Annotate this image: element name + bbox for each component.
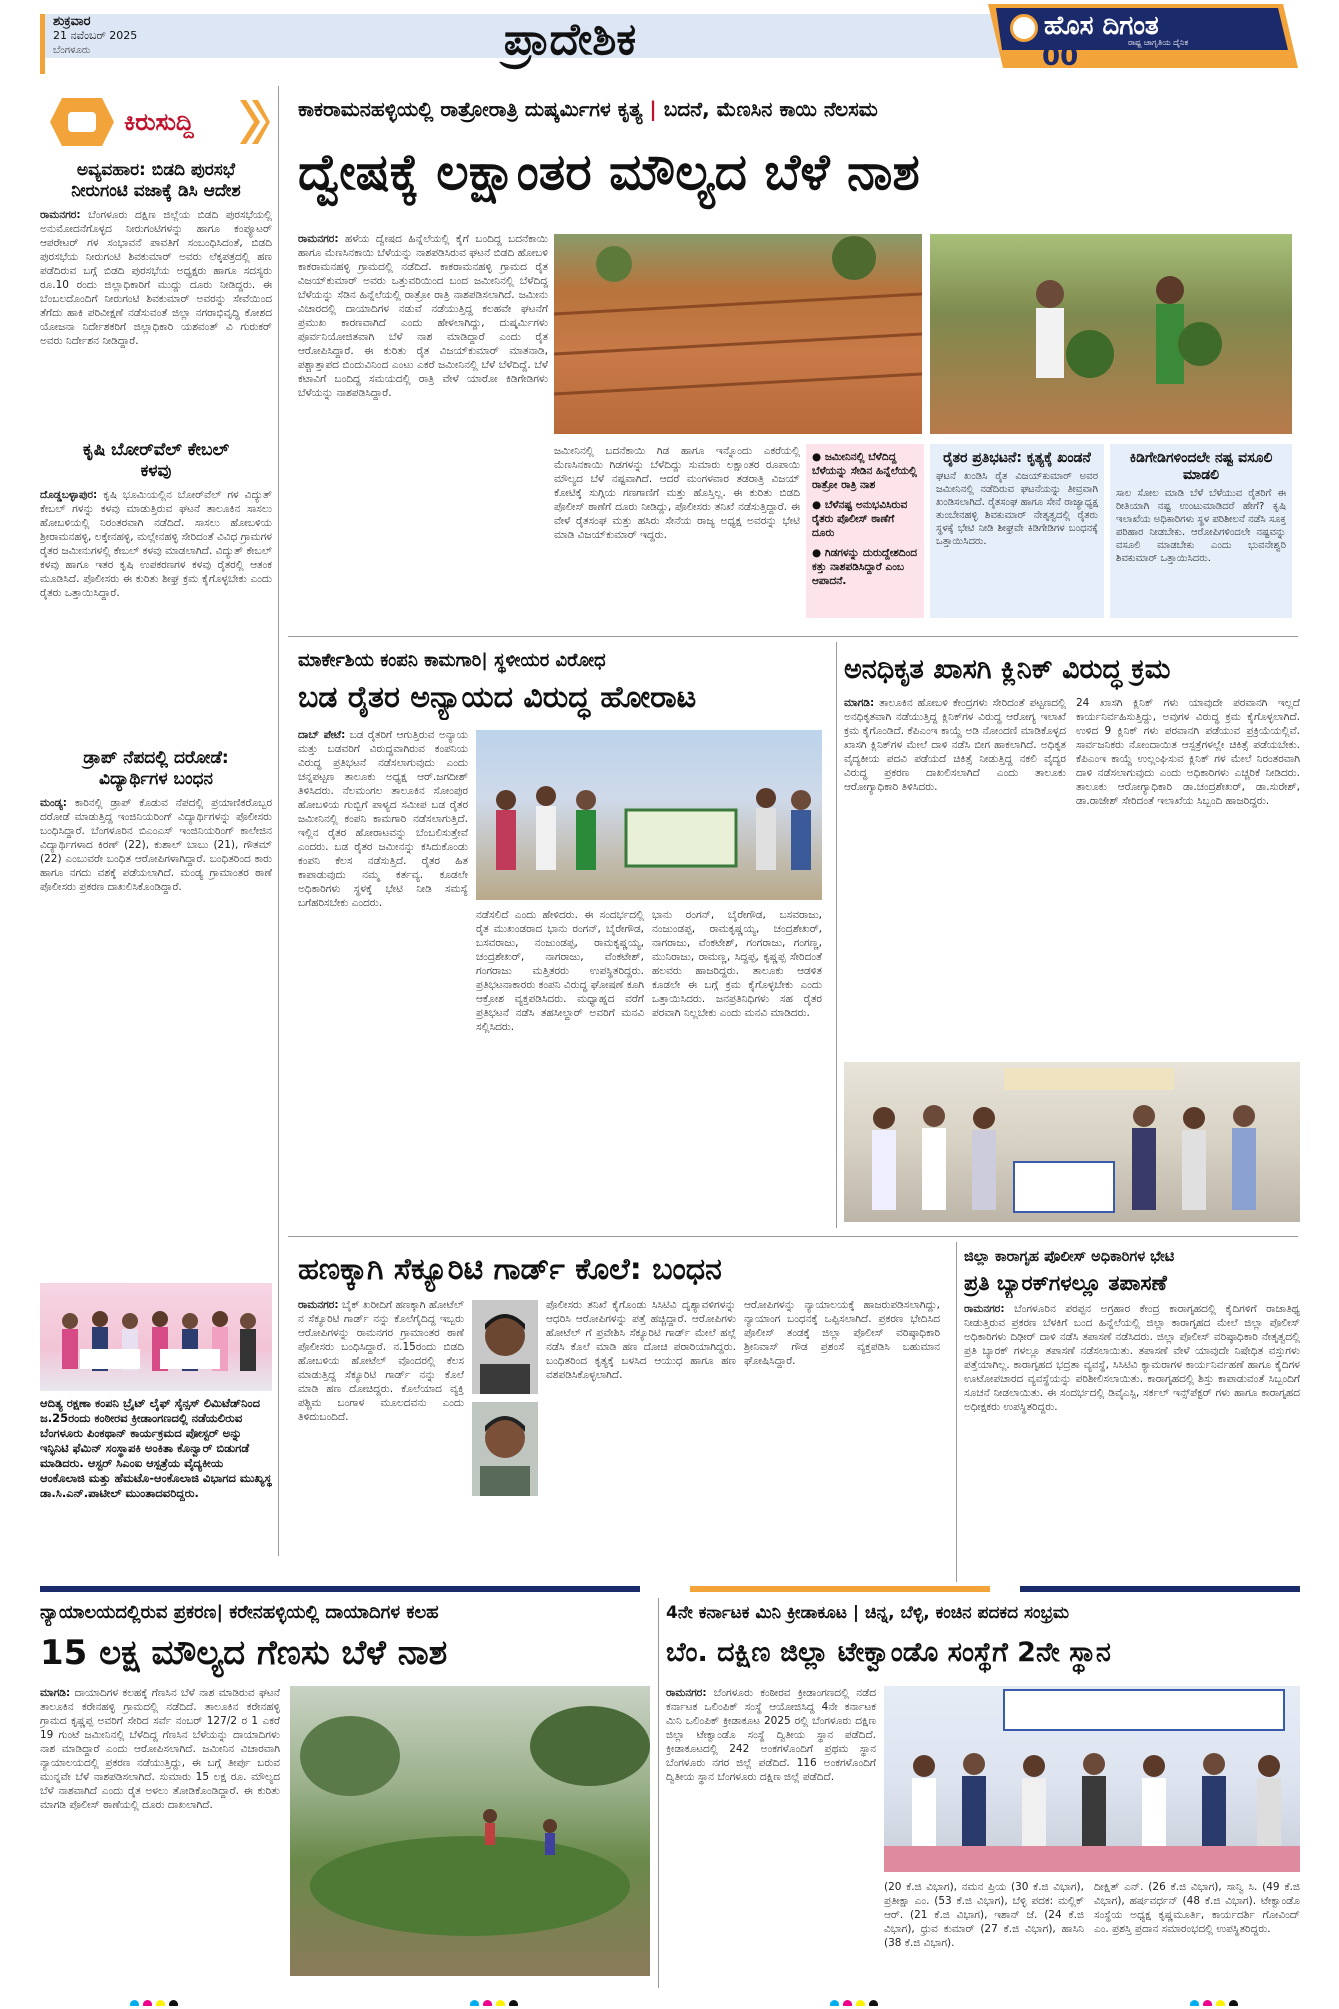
lead-body-1: ಹಳೆಯ ದ್ವೇಷದ ಹಿನ್ನೆಲೆಯಲ್ಲಿ ಕೈಗೆ ಬಂದಿದ್ದ ಬದನೆಕಾಯಿ ಹಾಗೂ ಮೆಣಸಿನಕಾಯಿ ಬೆಳೆಯನ್ನು ನಾಶಪಡಿಸಿರುವ ಘಟನೆ ಬಿಡದಿ ಹೋಬಳಿ ಕಾಕರಾಮನಹಳ್ಳಿ ಗ್ರಾಮದಲ್ಲಿ ನಡೆದಿದೆ. ಕಾಕರಾಮನಹಳ್ಳಿ ಗ್ರಾಮದ ರೈತ ವಿಜಯ್‌ಕುಮಾರ್ ಅವರು ಒತ್ತುವರಿಯಿಂದ ಬಂದ ಜಮೀನಿನಲ್ಲಿ ಬೆಳೆದಿದ್ದ ಬೆಳೆಯನ್ನು ಸೆಡಿನ ಹಿನ್ನೆಲೆಯಲ್ಲಿ ರಾತ್ರೋ ರಾತ್ರಿ ನಾಶಪಡಿಸಲಾಗಿದೆ. ಜಮೀನು ವಿಚಾರದಲ್ಲಿ ದಾಯಾದಿಗಳ ನಡುವೆ ನಡೆಯುತ್ತಿದ್ದ ಕಲಹವೇ ಘಟನೆಗೆ ಪ್ರಮುಖ ಕಾರಣವಾಗಿದೆ ಎಂದು ಹೇಳಲಾಗಿದ್ದು, ದುಷ್ಕರ್ಮಿಗಳು ಪೂರ್ವನಿಯೋಜಿತವಾಗಿ ಬೆಳೆ ನಾಶ ಮಾಡಿದ್ದಾರೆ ಎಂದು ರೈತ ಆರೋಪಿಸಿದ್ದಾರೆ. ಈ ಕುರಿತು ರೈತ ವಿಜಯ್‌ಕುಮಾರ್ ಮಾತನಾಡಿ, ಪಶ್ಚಾತ್ತಾಪದ ಬಿಂದುವಿನಿಂದ ಎಂಟು ಎಕರೆ ಜಮೀನಿನಲ್ಲಿ ಬೆಳೆ ಬೆಳೆದಿದ್ದೆ. ಬೆಳೆ ಕಟಾವಿಗೆ ಬಂದಿದ್ದ ಸಮಯದಲ್ಲಿ ರಾತ್ರಿ ವೇಳೆ ಯಾರೋ ಕಿಡಿಗೇಡಿಗಳು ಬೆಳೆಯನ್ನು ನಾಶಪಡಿಸಿದ್ದಾರೆ. bbox=[298, 233, 548, 399]
jail-kicker: ಜಿಲ್ಲಾ ಕಾರಾಗೃಹ ಪೊಲೀಸ್ ಅಧಿಕಾರಿಗಳ ಭೇಟಿ bbox=[964, 1249, 1175, 1265]
taekwondo-body-1: ಬೆಂಗಳೂರು ಕಂಠೀರವ ಕ್ರೀಡಾಂಗಣದಲ್ಲಿ ನಡೆದ ಕರ್ನಾಟಕ ಒಲಿಂಪಿಕ್ ಸಂಸ್ಥೆ ಆಯೋಜಿಸಿದ್ದ 4ನೇ ಕರ್ನಾಟಕ ಮಿನಿ ಒಲಿಂಪಿಕ್ ಕ್ರೀಡಾಕೂಟ 2025 ರಲ್ಲಿ ಬೆಂಗಳೂರು ದಕ್ಷಿಣ ಜಿಲ್ಲಾ ಟೇಕ್ವಾಂಡೊ ಸಂಸ್ಥೆ ದ್ವಿತೀಯ ಸ್ಥಾನ ಪಡೆದಿದೆ. ಕ್ರೀಡಾಕೂಟದಲ್ಲಿ 242 ಅಂಕಗಳೊಂದಿಗೆ ಪ್ರಥಮ ಸ್ಥಾನ ಬೆಂಗಳೂರು ನಗರ ಜಿಲ್ಲೆ ಪಡೆದಿದೆ. 116 ಅಂಕಗಳೊಂದಿಗೆ ದ್ವಿತೀಯ ಸ್ಥಾನ ಬೆಂಗಳೂರು ದಕ್ಷಿಣ ಜಿಲ್ಲೆ ಪಡೆದಿದೆ. bbox=[666, 1687, 876, 1783]
crop-body-text: ದಾಯಾದಿಗಳ ಕಲಹಕ್ಕೆ ಗೆಣಸಿನ ಬೆಳೆ ನಾಶ ಮಾಡಿರುವ ಘಟನೆ ತಾಲೂಕಿನ ಕರೇನಹಳ್ಳಿ ಗ್ರಾಮದಲ್ಲಿ ನಡೆದಿದೆ. ತಾಲೂಕಿನ ಕರೇನಹಳ್ಳಿ ಗ್ರಾಮದ ಕೃಷ್ಣಪ್ಪ ಅವರಿಗೆ ಸೇರಿದ ಸರ್ವೆ ನಂಬರ್ 127/2 ರ 1 ಎಕರೆ 19 ಗುಂಟೆ ಜಮೀನಿನಲ್ಲಿ ಬೆಳೆದಿದ್ದ ಗೆಣಸಿನ ಬೆಳೆಯನ್ನು ದಾಯಾದಿಗಳು ನಾಶ ಮಾಡಿದ್ದಾರೆ ಎಂದು ಆರೋಪಿಸಲಾಗಿದೆ. ಜಮೀನಿನ ವಿಚಾರವಾಗಿ ನ್ಯಾಯಾಲಯದಲ್ಲಿ ಪ್ರಕರಣ ನಡೆಯುತ್ತಿದ್ದು, ಈ ಬಗ್ಗೆ ತೀರ್ಪು ಬರುವ ಮುನ್ನವೇ ಬೆಳೆ ನಾಶಪಡಿಸಲಾಗಿದೆ. ಸುಮಾರು 15 ಲಕ್ಷ ರೂ. ಮೌಲ್ಯದ ಬೆಳೆ ನಾಶವಾಗಿದೆ ಎಂದು ರೈತ ಅಳಲು ತೋಡಿಕೊಂಡಿದ್ದಾರೆ. ಈ ಕುರಿತು ಮಾಗಡಿ ಪೊಲೀಸ್ ಠಾಣೆಯಲ್ಲಿ ದೂರು ದಾಖಲಾಗಿದೆ. bbox=[40, 1687, 280, 1811]
brief-item-1 bbox=[40, 160, 272, 440]
brief-1-headline: ಅವ್ಯವಹಾರ: ಬಿಡದಿ ಪುರಸಭೆ ನೀರುಗಂಟಿ ವಜಾಕ್ಕೆ ಡಿಸಿ ಆದೇಶ bbox=[71, 160, 241, 201]
taekwondo-body-2: (20 ಕೆ.ಜಿ ವಿಭಾಗ), ನಮನ ಪ್ರಿಯ (30 ಕೆ.ಜಿ ವಿಭಾಗ), ಪ್ರತೀಕ್ಷಾ ಎಂ. (53 ಕೆ.ಜಿ ವಿಭಾಗ), ಬೆಳ್ಳಿ ಪದಕ: ಮಲ್ಲಿಕ್ ಆರ್. (21 ಕೆ.ಜಿ ವಿಭಾಗ), ಇಶಾನ್ ಜೆ. (24 ಕೆ.ಜಿ ವಿಭಾಗ), ಧ್ರುವ ಕುಮಾರ್ (27 ಕೆ.ಜಿ ವಿಭಾಗ), ಹಾಸಿನಿ (38 ಕೆ.ಜಿ ವಿಭಾಗ). bbox=[884, 1881, 1084, 1949]
cmyk-dots-2 bbox=[470, 1994, 522, 2006]
brief-2-place: ದೊಡ್ಡಬಳ್ಳಾಪುರ: bbox=[40, 489, 98, 501]
crop-kicker: ನ್ಯಾಯಾಲಯದಲ್ಲಿರುವ ಪ್ರಕರಣ| ಕರೇನಹಳ್ಳಿಯಲ್ಲಿ ದಾಯಾದಿಗಳ ಕಲಹ bbox=[40, 1602, 439, 1623]
mid-vertical-rule bbox=[836, 642, 837, 1228]
protest-place: ದಾಬ್ ಪೇಟೆ: bbox=[298, 729, 346, 741]
taekwondo-body-col3 bbox=[1094, 1880, 1300, 1984]
lead-kicker-2: ಬದನೆ, ಮೆಣಸಿನ ಕಾಯಿ ನೆಲಸಮ bbox=[663, 97, 878, 121]
lead-photo-field bbox=[554, 234, 922, 434]
lead-body-col2 bbox=[554, 444, 800, 618]
lead-kicker-1: ಕಾಕರಾಮನಹಳ್ಳಿಯಲ್ಲಿ ರಾತ್ರೋರಾತ್ರಿ ದುಷ್ಕರ್ಮಿಗಳ ಕೃತ್ಯ bbox=[298, 97, 643, 121]
farmers-figures bbox=[930, 234, 1292, 434]
brief-3-body bbox=[40, 796, 272, 894]
clinic-photo bbox=[844, 1062, 1300, 1222]
lead-kicker: ಕಾಕರಾಮನಹಳ್ಳಿಯಲ್ಲಿ ರಾತ್ರೋರಾತ್ರಿ ದುಷ್ಕರ್ಮಿಗಳ ಕೃತ್ಯ | ಬದನೆ, ಮೆಣಸಿನ ಕಾಯಿ ನೆಲಸಮ bbox=[298, 97, 878, 121]
crop-place: ಮಾಗಡಿ: bbox=[40, 1687, 71, 1699]
lead-place: ರಾಮನಗರ: bbox=[298, 233, 339, 245]
lead-headline: ದ್ವೇಷಕ್ಕೆ ಲಕ್ಷಾಂತರ ಮೌಲ್ಯದ ಬೆಳೆ ನಾಶ bbox=[298, 143, 920, 201]
middle-horizontal-rule bbox=[288, 1236, 1298, 1237]
people-group bbox=[50, 1303, 260, 1383]
field-rows bbox=[554, 234, 922, 434]
brief-1-body bbox=[40, 208, 272, 348]
clinic-body-col2 bbox=[1076, 696, 1300, 996]
masthead-date: 21 ನವೆಂಬರ್ 2025 bbox=[53, 29, 138, 42]
lead-body-2: ಜಮೀನಿನಲ್ಲಿ ಬದನೆಕಾಯಿ ಗಿಡ ಹಾಗೂ ಇನ್ನೊಂದು ಎಕರೆಯಲ್ಲಿ ಮೆಣಸಿನಕಾಯಿ ಗಿಡಗಳನ್ನು ಬೆಳೆದಿದ್ದು ಸುಮಾರು ಲಕ್ಷಾಂತರ ರೂಪಾಯಿ ಮೌಲ್ಯದ ಬೆಳೆ ನಷ್ಟವಾಗಿದೆ. ಆದರೆ ಮಂಗಳವಾರ ತಡರಾತ್ರಿ ವಿಜಯ್ ಕೋಟಿಕ್ಕೆ ಸುಗ್ಗಿಯ ಗಣಗಾಣಿಗೆ ಮತ್ತು ಹೊಸ್ತಿಲ್ಲ. ಈ ಕುರಿತು ಬಿಡದಿ ಪೊಲೀಸ್ ಠಾಣೆಗೆ ದೂರು ನೀಡಿದ್ದು, ಪೊಲೀಸರು ತನಿಖೆ ನಡೆಸುತ್ತಿದ್ದಾರೆ. ಈ ವೇಳೆ ರೈತಸಂಘ ಮತ್ತು ಹಸಿರು ಸೇನೆಯ ರಾಜ್ಯ ಅಧ್ಯಕ್ಷ ಅವರನ್ನು ಭೇಟಿ ಮಾಡಿ ವಿಜಯ್‌ಕುಮಾರ್ ಇದ್ದರು. bbox=[554, 445, 800, 541]
lead-bullets-box bbox=[806, 444, 924, 618]
taekwondo-body-col1 bbox=[666, 1686, 876, 1986]
brief-1-text: ಬೆಂಗಳೂರು ದಕ್ಷಿಣ ಜಿಲ್ಲೆಯ ಬಿಡದಿ ಪುರಸಭೆಯಲ್ಲಿ ಅನುಮೋದನೆಗೊಳ್ಳದ ನೀರುಗಂಟಿಗಳನ್ನು ಹಾಗೂ ಕಂಪ್ಯೂಟರ್ ಆಪರೇಟರ್ ಗಳ ಸಂಭಾವನೆ ಪಾವತಿಗೆ ಸಂಬಂಧಿಸಿದಂತೆ, ಬಿಡದಿ ಪುರಸಭೆಯ ನೀರುಗಂಟಿ ಶಿವಕುಮಾರ್ ಅವರು ಲೆಕ್ಕಪತ್ರದಲ್ಲಿ ಹಣ ಪಡೆದಿರುವ ಬಗ್ಗೆ ಬಿಡದಿ ಪುರಸಭೆಯ ಅಧ್ಯಕ್ಷರು ಹಾಗೂ ಸದಸ್ಯರು ರೂ.10 ರಂದು ಜಿಲ್ಲಾಧಿಕಾರಿಗೆ ಮುದ್ದು ದೂರು ನೀಡಿದ್ದರು. ಈ ಬೆಂಬಲದೊಂದಿಗೆ ನೀರುಗಂಟಿ ಶಿವಕುಮಾರ್ ಅವರನ್ನು ಸೇವೆಯಿಂದ ತೆಗೆದು ಹಾಕಿ ಪರಿವೀಕ್ಷಣೆ ನಡೆಸುವಂತೆ ಜಿಲ್ಲಾ ನಗರಾಭಿವೃದ್ಧಿ ಕೋಶದ ಯೋಜನಾ ನಿರ್ದೇಶಕರಿಗೆ ಜಿಲ್ಲಾಧಿಕಾರಿ ಯಶವಂತ್ ವಿ ಗುರುಕರ್ ಅವರು ನಿರ್ದೇಶನ ನೀಡಿದ್ದಾರೆ. bbox=[40, 209, 272, 347]
taekwondo-place: ರಾಮನಗರ: bbox=[666, 1687, 707, 1699]
taekwondo-group bbox=[884, 1686, 1300, 1872]
lead-body-col1 bbox=[298, 232, 548, 618]
jail-place: ರಾಮನಗರ: bbox=[964, 1303, 1005, 1315]
protest-kicker: ಮಾರ್ಕೇಶಿಯ ಕಂಪನಿ ಕಾಮಗಾರಿ| ಸ್ಥಳೀಯರ ವಿರೋಧ bbox=[298, 650, 606, 671]
taekwondo-body-3: ದೀಕ್ಷಿತ್ ಎನ್. (26 ಕೆ.ಜಿ ವಿಭಾಗ), ಸಾನ್ವಿ ಸಿ. (49 ಕೆ.ಜಿ ವಿಭಾಗ), ಹರ್ಷವರ್ಧನ್ (48 ಕೆ.ಜಿ ವಿಭಾಗ). ಟೇಕ್ವಾಂಡೊ ಸಂಸ್ಥೆಯ ಅಧ್ಯಕ್ಷ ಕೃಷ್ಣಮೂರ್ತಿ, ಕಾರ್ಯದರ್ಶಿ ಗೋವಿಂದ್ ಎಂ. ಪ್ರಶಸ್ತಿ ಪ್ರದಾನ ಸಮಾರಂಭದಲ್ಲಿ ಉಪಸ್ಥಿತರಿದ್ದರು. bbox=[1094, 1881, 1300, 1935]
clinic-headline: ಅನಧಿಕೃತ ಖಾಸಗಿ ಕ್ಲಿನಿಕ್ ವಿರುದ್ಧ ಕ್ರಮ bbox=[844, 654, 1171, 685]
taekwondo-headline: ಬೆಂ. ದಕ್ಷಿಣ ಜಿಲ್ಲಾ ಟೇಕ್ವಾಂಡೊ ಸಂಸ್ಥೆಗೆ 2ನೇ ಸ್ಥಾನ bbox=[666, 1637, 1111, 1668]
brief-2-text: ಕೃಷಿ ಭೂಮಿಯಲ್ಲಿನ ಬೋರ್‌ವೆಲ್ ಗಳ ವಿದ್ಯುತ್ ಕೇಬಲ್ ಗಳನ್ನು ಕಳವು ಮಾಡುತ್ತಿರುವ ಘಟನೆ ತಾಲೂಕಿನ ಸಾಸಲು ಹೋಬಳಿಯಲ್ಲಿ ನಿರಂತರವಾಗಿ ನಡೆದಿದೆ. ಸಾಸಲು ಹೋಬಳಿಯ ಶ್ರೀರಾಮನಹಳ್ಳಿ, ಲಕ್ಕೇನಹಳ್ಳಿ, ಮಲ್ಲೇನಹಳ್ಳಿ ಸೇರಿದಂತೆ ವಿವಿಧ ಗ್ರಾಮಗಳ ರೈತರ ಜಮೀನುಗಳಲ್ಲಿ ಕೇಬಲ್ ಕಳವು ಮಾಡಲಾಗಿದೆ. ವಿದ್ಯುತ್ ಕೇಬಲ್ ಕಳವು ಹಾಗೂ ಇತರ ಕೃಷಿ ಉಪಕರಣಗಳ ಕಳವು ರೈತರಲ್ಲಿ ಆತಂಕ ಮೂಡಿಸಿದೆ. ಪೊಲೀಸರು ಈ ಕುರಿತು ಶೀಘ್ರ ಕ್ರಮ ಕೈಗೊಳ್ಳಬೇಕು ಎಂದು ರೈತರು ಒತ್ತಾಯಿಸಿದ್ದಾರೆ. bbox=[40, 489, 272, 599]
guard-body-2: ಪೊಲೀಸರು ತನಿಖೆ ಕೈಗೊಂಡು ಸಿಸಿಟಿವಿ ದೃಶ್ಯಾವಳಿಗಳನ್ನು ಆಧರಿಸಿ ಆರೋಪಿಗಳನ್ನು ಪತ್ತೆ ಹಚ್ಚಿದ್ದಾರೆ. ಆರೋಪಿಗಳು ಹೋಟೆಲ್ ಗೆ ಪ್ರವೇಶಿಸಿ ಸೆಕ್ಯೂರಿಟಿ ಗಾರ್ಡ್ ಮೇಲೆ ಹಲ್ಲೆ ನಡೆಸಿ ಕೊಲೆ ಮಾಡಿ ಹಣ ದೋಚಿ ಪರಾರಿಯಾಗಿದ್ದರು. ಬಂಧಿತರಿಂದ ಕೃತ್ಯಕ್ಕೆ ಬಳಸಿದ ಆಯುಧ ಹಾಗೂ ಹಣ ವಶಪಡಿಸಿಕೊಳ್ಳಲಾಗಿದೆ. bbox=[546, 1299, 736, 1381]
clinic-body-col1 bbox=[844, 696, 1066, 996]
jail-body bbox=[964, 1302, 1300, 1576]
navy-bar-2 bbox=[1020, 1586, 1300, 1592]
cmyk-dots-1 bbox=[130, 1994, 182, 2006]
bottom-vertical-rule bbox=[658, 1598, 659, 1988]
brief-2-body bbox=[40, 488, 272, 600]
brief-1-place: ರಾಮನಗರ: bbox=[40, 209, 81, 221]
lead-bottom-rule bbox=[288, 636, 1298, 637]
section-title: ಪ್ರಾದೇಶಿಕ bbox=[503, 14, 637, 65]
guard-jail-rule bbox=[956, 1242, 957, 1582]
accused-1-face bbox=[472, 1300, 538, 1394]
lead-bullet-2-text: ಬೆಳೆನಷ್ಟ ಅನುಭವಿಸಿರುವ ರೈತರು ಪೊಲೀಸ್ ಠಾಣೆಗೆ ದೂರು bbox=[812, 499, 908, 539]
lead-box-recovery bbox=[1110, 444, 1292, 618]
crop-photo bbox=[290, 1686, 650, 1976]
jail-story bbox=[964, 1242, 1300, 1582]
protest-body-1: ಬಡ ರೈತರಿಗೆ ಆಗುತ್ತಿರುವ ಅನ್ಯಾಯ ಮತ್ತು ಬಡವರಿಗೆ ವಿರುದ್ಧವಾಗಿರುವ ಕಂಪನಿಯ ವಿರುದ್ಧ ಪ್ರತಿಭಟನೆ ನಡೆಸಲಾಗುವುದು ಎಂದು ಚನ್ನಪಟ್ಟಣ ತಾಲೂಕು ಅಧ್ಯಕ್ಷ ಆರ್.ಜಗದೀಶ್ ತಿಳಿಸಿದರು. ನೆಲಮಂಗಲ ತಾಲೂಕಿನ ಸೋಂಪುರ ಹೋಬಳಿಯ ಗುಬ್ಬಿಗೆ ಪಾಳ್ಯದ ಸಮೀಪ ಬಡ ರೈತರ ಜಮೀನಿನಲ್ಲಿ ಕಂಪನಿ ಕಾಮಗಾರಿ ನಡೆಸಲಾಗುತ್ತಿದೆ. ಇಲ್ಲಿನ ರೈತರ ಹೋರಾಟವನ್ನು ಬೆಂಬಲಿಸುತ್ತೇವೆ ಎಂದರು. ಬಡ ರೈತರ ಜಮೀನನ್ನು ಕಸಿದುಕೊಂಡು ಕಂಪನಿ ಕೆಲಸ ನಡೆಸುತ್ತಿದೆ. ರೈತರ ಹಿತ ಕಾಪಾಡುವುದು ನಮ್ಮ ಕರ್ತವ್ಯ. ಕೂಡಲೇ ಅಧಿಕಾರಿಗಳು ಸ್ಥಳಕ್ಕೆ ಭೇಟಿ ನೀಡಿ ಸಮಸ್ಯೆ ಬಗೆಹರಿಸಬೇಕು ಎಂದರು. bbox=[298, 729, 468, 909]
protest-body-2: ನಡೆಸಲಿದೆ ಎಂದು ಹೇಳಿದರು. ಈ ಸಂದರ್ಭದಲ್ಲಿ ರೈತ ಮುಖಂಡರಾದ ಭಾನು ರಂಗನ್, ಬೈರೇಗೌಡ, ಬಸವರಾಜು, ನಂಜುಂಡಪ್ಪ, ರಾಮಕೃಷ್ಣಯ್ಯ, ಚಂದ್ರಶೇಖರ್, ನಾಗರಾಜು, ವೆಂಕಟೇಶ್, ಗಂಗರಾಜು ಮತ್ತಿತರರು ಉಪಸ್ಥಿತರಿದ್ದರು. ಪ್ರತಿಭಟನಾಕಾರರು ಕಂಪನಿ ವಿರುದ್ಧ ಘೋಷಣೆ ಕೂಗಿ ಆಕ್ರೋಶ ವ್ಯಕ್ತಪಡಿಸಿದರು. ಮಧ್ಯಾಹ್ನದ ವರೆಗೆ ಪ್ರತಿಭಟನೆ ನಡೆಸಿ ತಹಸೀಲ್ದಾರ್ ಅವರಿಗೆ ಮನವಿ ಸಲ್ಲಿಸಿದರು. bbox=[476, 909, 644, 1033]
cmyk-dots-4 bbox=[1190, 1994, 1242, 2006]
guard-body-col1 bbox=[298, 1298, 464, 1576]
taekwondo-story bbox=[666, 1598, 1300, 1988]
page-number: 00 bbox=[1042, 46, 1079, 68]
protest-body-col1 bbox=[298, 728, 468, 1222]
box2-body: ಸಾಲ ಸೋಲ ಮಾಡಿ ಬೆಳೆ ಬೆಳೆಯುವ ರೈತರಿಗೆ ಈ ರೀತಿಯಾಗಿ ನಷ್ಟ ಉಂಟುಮಾಡಿದರೆ ಹೇಗೆ? ಕೃಷಿ ಇಲಾಖೆಯ ಅಧಿಕಾರಿಗಳು ಸ್ಥಳ ಪರಿಶೀಲನೆ ನಡೆಸಿ ಸೂಕ್ತ ಪರಿಹಾರ ನೀಡಬೇಕು. ಆರೋಪಿಗಳಿಂದಲೇ ನಷ್ಟವನ್ನು ವಸೂಲಿ ಮಾಡಬೇಕು ಎಂದು ಭುವನೇಶ್ವರಿ ಶಿವಕುಮಾರ್ ಒತ್ತಾಯಿಸಿದರು. bbox=[1116, 488, 1286, 564]
guard-body-col3 bbox=[744, 1298, 940, 1576]
briefs-column bbox=[40, 88, 272, 1558]
crop-story bbox=[40, 1598, 650, 1988]
accused-photo-2 bbox=[472, 1402, 538, 1496]
crop-field-scene bbox=[290, 1686, 650, 1976]
clinic-place: ಮಾಗಡಿ: bbox=[844, 697, 875, 709]
box2-title: ಕಿಡಿಗೇಡಿಗಳಿಂದಲೇ ನಷ್ಟ ವಸೂಲಿ ಮಾಡಲಿ bbox=[1129, 450, 1273, 483]
guard-body-col2 bbox=[546, 1298, 736, 1576]
clinic-officials bbox=[844, 1062, 1300, 1222]
box1-title: ರೈತರ ಪ್ರತಿಭಟನೆ: ಕೃತ್ಯಕ್ಕೆ ಖಂಡನೆ bbox=[943, 450, 1091, 466]
lead-bullet-3: ● ಗಿಡಗಳನ್ನು ದುರುದ್ದೇಶದಿಂದ ಕತ್ತು ನಾಶಪಡಿಸಿದ್ದಾರೆ ಎಂಬ ಆಪಾದನೆ. bbox=[812, 547, 918, 587]
lead-bullet-3-text: ಗಿಡಗಳನ್ನು ದುರುದ್ದೇಶದಿಂದ ಕತ್ತು ನಾಶಪಡಿಸಿದ್ದಾರೆ ಎಂಬ ಆಪಾದನೆ. bbox=[812, 547, 918, 587]
guard-story bbox=[288, 1242, 948, 1582]
date-block bbox=[40, 14, 195, 74]
guard-place: ರಾಮನಗರ: bbox=[298, 1299, 339, 1311]
accused-2-face bbox=[472, 1402, 538, 1496]
protest-photo bbox=[476, 730, 822, 900]
masthead bbox=[0, 0, 1339, 82]
clinic-body-1: ತಾಲೂಕಿನ ಹೋಬಳಿ ಕೇಂದ್ರಗಳು ಸೇರಿದಂತೆ ಪಟ್ಟಣದಲ್ಲಿ ಅನಧಿಕೃತವಾಗಿ ನಡೆಯುತ್ತಿದ್ದ ಕ್ಲಿನಿಕ್‌ಗಳ ವಿರುದ್ಧ ಆರೋಗ್ಯ ಇಲಾಖೆ ಕ್ರಮ ಕೈಗೊಂಡಿದೆ. ಕೆಪಿಎಂಇ ಕಾಯ್ದೆ ಅಡಿ ನೋಂದಣಿ ಮಾಡಿಕೊಳ್ಳದ ಖಾಸಗಿ ಕ್ಲಿನಿಕ್‌ಗಳ ಮೇಲೆ ದಾಳಿ ನಡೆಸಿ ಬೀಗ ಹಾಕಲಾಗಿದೆ. ಅಧಿಕೃತ ವೈದ್ಯಕೀಯ ಪದವಿ ಪಡೆಯದೆ ಚಿಕಿತ್ಸೆ ನೀಡುತ್ತಿದ್ದ ನಕಲಿ ವೈದ್ಯರ ವಿರುದ್ಧ ಪ್ರಕರಣ ದಾಖಲಿಸಲಾಗಿದೆ ಎಂದು ತಾಲೂಕು ಆರೋಗ್ಯಾಧಿಕಾರಿ ತಿಳಿಸಿದರು. bbox=[844, 697, 1066, 793]
box1-body: ಘಟನೆ ಖಂಡಿಸಿ ರೈತ ವಿಜಯ್‌ಕುಮಾರ್ ಅವರ ಜಮೀನಿನಲ್ಲಿ ನಡೆದಿರುವ ಘಟನೆಯನ್ನು ತೀವ್ರವಾಗಿ ಖಂಡಿಸಲಾಗಿದೆ. ರೈತಸಂಘ ಹಾಗೂ ಸೇನೆ ರಾಜ್ಯಾಧ್ಯಕ್ಷ ತುಂಬೇನಹಳ್ಳಿ ಶಿವಕುಮಾರ್ ನೇತೃತ್ವದಲ್ಲಿ ರೈತರು ಸ್ಥಳಕ್ಕೆ ಭೇಟಿ ನೀಡಿ ಶೀಘ್ರವೇ ಕಿಡಿಗೇಡಿಗಳ ಬಂಧನಕ್ಕೆ ಒತ್ತಾಯಿಸಿದರು. bbox=[936, 471, 1098, 547]
brief-3-place: ಮಂಡ್ಯ: bbox=[40, 797, 67, 809]
taekwondo-photo bbox=[884, 1686, 1300, 1872]
clinic-story bbox=[844, 642, 1300, 1228]
lead-bullet-1: ● ಜಮೀನಿನಲ್ಲಿ ಬೆಳೆದಿದ್ದ ಬೆಳೆಯನ್ನು ಸೇಡಿನ ಹಿನ್ನೆಲೆಯಲ್ಲಿ ರಾತ್ರೋ ರಾತ್ರಿ ನಾಶ bbox=[812, 451, 917, 491]
clinic-body-2: 24 ಖಾಸಗಿ ಕ್ಲಿನಿಕ್ ಗಳು ಯಾವುದೇ ಪರವಾನಗಿ ಇಲ್ಲದೆ ಕಾರ್ಯನಿರ್ವಹಿಸುತ್ತಿದ್ದು, ಅವುಗಳ ವಿರುದ್ಧ ಕ್ರಮ ಕೈಗೊಳ್ಳಲಾಗಿದೆ. ಉಳಿದ 9 ಕ್ಲಿನಿಕ್ ಗಳು ಪರವಾನಗಿ ಪಡೆಯುವ ಪ್ರಕ್ರಿಯೆಯಲ್ಲಿವೆ. ಸಾರ್ವಜನಿಕರು ನೋಂದಾಯಿತ ಆಸ್ಪತ್ರೆಗಳಲ್ಲೇ ಚಿಕಿತ್ಸೆ ಪಡೆಯಬೇಕು. ಕೆಪಿಎಂಇ ಕಾಯ್ದೆ ಉಲ್ಲಂಘಿಸುವ ಕ್ಲಿನಿಕ್ ಗಳ ಮೇಲೆ ನಿರಂತರವಾಗಿ ದಾಳಿ ನಡೆಸಲಾಗುವುದು ಎಂದು ಅಧಿಕಾರಿಗಳು ಎಚ್ಚರಿಕೆ ನೀಡಿದರು. ತಾಲೂಕು ಆರೋಗ್ಯಾಧಿಕಾರಿ ಡಾ.ಚಂದ್ರಶೇಖರ್, ಡಾ.ಸುರೇಶ್, ಡಾ.ರಾಜೇಶ್ ಸೇರಿದಂತೆ ಇಲಾಖೆಯ ಸಿಬ್ಬಂದಿ ಹಾಜರಿದ್ದರು. bbox=[1076, 697, 1300, 807]
guard-body-1: ಬೈಕ್ ಖರೀದಿಗೆ ಹಣಕ್ಕಾಗಿ ಹೋಟೆಲ್ ನ ಸೆಕ್ಯೂರಿಟಿ ಗಾರ್ಡ್ ನನ್ನು ಕೊಲೆಗೈದಿದ್ದ ಇಬ್ಬರು ಆರೋಪಿಗಳನ್ನು ರಾಮನಗರ ಗ್ರಾಮಾಂತರ ಠಾಣೆ ಪೊಲೀಸರು ಬಂಧಿಸಿದ್ದಾರೆ. ನ.15ರಂದು ಬಿಡದಿ ಹೋಬಳಿಯ ಹೋಟೆಲ್ ವೊಂದರಲ್ಲಿ ಕೆಲಸ ಮಾಡುತ್ತಿದ್ದ ಸೆಕ್ಯೂರಿಟಿ ಗಾರ್ಡ್ ನನ್ನು ಕೊಲೆ ಮಾಡಿ ಹಣ ದೋಚಿದ್ದರು. ಕೊಲೆಯಾದ ವ್ಯಕ್ತಿ ಪಶ್ಚಿಮ ಬಂಗಾಳ ಮೂಲದವನು ಎಂದು ತಿಳಿದುಬಂದಿದೆ. bbox=[298, 1299, 464, 1423]
brand-name: ಹೊಸ ದಿಗಂತ bbox=[1044, 11, 1159, 41]
lead-bullet-2: ● ಬೆಳೆನಷ್ಟ ಅನುಭವಿಸಿರುವ ರೈತರು ಪೊಲೀಸ್ ಠಾಣೆಗೆ ದೂರು bbox=[812, 499, 908, 539]
navy-bar bbox=[40, 1586, 640, 1592]
lead-photo-farmers bbox=[930, 234, 1292, 434]
brief-2-headline: ಕೃಷಿ ಬೋರ್‌ವೆಲ್ ಕೇಬಲ್ ಕಳವು bbox=[82, 440, 230, 481]
pinkathon-caption: ಆದಿತ್ಯ ರಕ್ಷಣಾ ಕಂಪನಿ ಬ್ರೈಟ್ ಲೈಫ್ ಸೈನ್ಸಸ್ ಲಿಮಿಟೆಡ್‌ನಿಂದ ಜ.25ರಂದು ಕಂಠೀರವ ಕ್ರೀಡಾಂಗಣದಲ್ಲಿ ನಡೆಯಲಿರುವ ಬೆಂಗಳೂರು ಪಿಂಕಥಾನ್ ಕಾರ್ಯಕ್ರಮದ ಪೋಸ್ಟರ್ ಅನ್ನು ಇನ್ಫಿನಿಟಿ ಫೆಮಿನ್ ಸಂಸ್ಥಾಪಕಿ ಅಂಕಿತಾ ಕೊನ್ವಾರ್ ಬಿಡುಗಡೆ ಮಾಡಿದರು. ಆಸ್ಟರ್ ಸಿಎಂಐ ಆಸ್ಪತ್ರೆಯ ವೈದ್ಯಕೀಯ ಆಂಕೊಲಾಜಿ ಮತ್ತು ಹೆಮಟೊ-ಆಂಕೊಲಾಜಿ ವಿಭಾಗದ ಮುಖ್ಯಸ್ಥ ಡಾ.ಸಿ.ಎನ್.ಪಾಟೀಲ್ ಮುಂತಾದವರಿದ್ದರು. bbox=[40, 1396, 272, 1500]
lead-story bbox=[288, 88, 1298, 628]
briefs-title: ಕಿರುಸುದ್ದಿ bbox=[124, 108, 194, 136]
briefs-logo bbox=[40, 94, 270, 150]
taekwondo-kicker: 4ನೇ ಕರ್ನಾಟಕ ಮಿನಿ ಕ್ರೀಡಾಕೂಟ | ಚಿನ್ನ, ಬೆಳ್ಳಿ, ಕಂಚಿನ ಪದಕದ ಸಂಭ್ರಮ bbox=[666, 1603, 1070, 1623]
protest-body-3: ಭಾನು ರಂಗನ್, ಬೈರೇಗೌಡ, ಬಸವರಾಜು, ನಂಜುಂಡಪ್ಪ, ರಾಮಕೃಷ್ಣಯ್ಯ, ಚಂದ್ರಶೇಖರ್, ನಾಗರಾಜು, ವೆಂಕಟೇಶ್, ಗಂಗರಾಜು, ಗಂಗಣ್ಣ, ಮುನಿರಾಜು, ರಾಮಣ್ಣ, ಸಿದ್ದಪ್ಪ, ಕೃಷ್ಣಪ್ಪ ಸೇರಿದಂತೆ ಹಲವರು ಹಾಜರಿದ್ದರು. ತಾಲೂಕು ಆಡಳಿತ ಕೂಡಲೇ ಈ ಬಗ್ಗೆ ಕ್ರಮ ಕೈಗೊಳ್ಳಬೇಕು ಎಂದು ಒತ್ತಾಯಿಸಿದರು. ಜನಪ್ರತಿನಿಧಿಗಳು ಸಹ ರೈತರ ಪರವಾಗಿ ನಿಲ್ಲಬೇಕು ಎಂದು ಮನವಿ ಮಾಡಿದರು. bbox=[652, 909, 822, 1019]
cmyk-dots-3 bbox=[830, 1994, 882, 2006]
brand-tagline: ರಾಷ್ಟ್ರ ಜಾಗೃತಿಯ ದೈನಿಕ bbox=[1128, 38, 1189, 47]
protest-headline: ಬಡ ರೈತರ ಅನ್ಯಾಯದ ವಿರುದ್ಧ ಹೋರಾಟ bbox=[298, 680, 697, 715]
masthead-day: ಶುಕ್ರವಾರ bbox=[53, 14, 91, 29]
crop-headline: 15 ಲಕ್ಷ ಮೌಲ್ಯದ ಗೆಣಸು ಬೆಳೆ ನಾಶ bbox=[40, 1633, 448, 1673]
crop-body bbox=[40, 1686, 280, 1986]
brand-logo-icon bbox=[1010, 14, 1038, 42]
accused-photo-1 bbox=[472, 1300, 538, 1394]
orange-bar bbox=[690, 1586, 990, 1592]
protest-body-col3 bbox=[652, 908, 822, 1222]
jail-headline: ಪ್ರತಿ ಬ್ಯಾರಕ್‌ಗಳಲ್ಲೂ ತಪಾಸಣೆ bbox=[964, 1271, 1167, 1295]
masthead-city: ಬೆಂಗಳೂರು bbox=[53, 45, 91, 56]
people-silhouettes bbox=[50, 1303, 260, 1383]
jail-body-text: ಬೆಂಗಳೂರಿನ ಪರಪ್ಪನ ಅಗ್ರಹಾರ ಕೇಂದ್ರ ಕಾರಾಗೃಹದಲ್ಲಿ ಕೈದಿಗಳಿಗೆ ರಾಜಾತಿಥ್ಯ ನೀಡುತ್ತಿರುವ ಪ್ರಕರಣ ಬೆಳಕಿಗೆ ಬಂದ ಹಿನ್ನೆಲೆಯಲ್ಲಿ ಜಿಲ್ಲಾ ಕಾರಾಗೃಹದ ಮೇಲೆ ಜಿಲ್ಲಾ ಪೊಲೀಸ್ ಅಧಿಕಾರಿಗಳು ದಿಢೀರ್ ದಾಳಿ ನಡೆಸಿ ತಪಾಸಣೆ ನಡೆಸಿದರು. ಜಿಲ್ಲಾ ಪೊಲೀಸ್ ವರಿಷ್ಠಾಧಿಕಾರಿ ನೇತೃತ್ವದಲ್ಲಿ ಪ್ರತಿ ಬ್ಯಾರಕ್ ಗಳಲ್ಲೂ ತಪಾಸಣೆ ನಡೆಸಲಾಯಿತು. ತಪಾಸಣೆ ವೇಳೆ ಯಾವುದೇ ನಿಷೇಧಿತ ವಸ್ತುಗಳು ಪತ್ತೆಯಾಗಿಲ್ಲ. ಕಾರಾಗೃಹದ ಭದ್ರತಾ ವ್ಯವಸ್ಥೆ, ಸಿಸಿಟಿವಿ ಕ್ಯಾಮರಾಗಳ ಕಾರ್ಯನಿರ್ವಹಣೆ ಹಾಗೂ ಕೈದಿಗಳ ಊಟೋಪಚಾರದ ವ್ಯವಸ್ಥೆಯನ್ನು ಪರಿಶೀಲಿಸಲಾಯಿತು. ಕಾರಾಗೃಹದಲ್ಲಿ ಶಿಸ್ತು ಕಾಪಾಡುವಂತೆ ಸಿಬ್ಬಂದಿಗೆ ಸೂಚನೆ ನೀಡಲಾಯಿತು. ಈ ಸಂದರ್ಭದಲ್ಲಿ ಡಿವೈಎಸ್ಪಿ, ಸರ್ಕಲ್ ಇನ್ಸ್‌ಪೆಕ್ಟರ್ ಗಳು ಹಾಗೂ ಕಾರಾಗೃಹದ ಅಧೀಕ್ಷಕರು ಉಪಸ್ಥಿತರಿದ್ದರು. bbox=[964, 1303, 1300, 1413]
guard-headline: ಹಣಕ್ಕಾಗಿ ಸೆಕ್ಯೂರಿಟಿ ಗಾರ್ಡ್ ಕೊಲೆ: ಬಂಧನ bbox=[298, 1252, 722, 1287]
brief-3-text: ಕಾರಿನಲ್ಲಿ ಡ್ರಾಪ್ ಕೊಡುವ ನೆಪದಲ್ಲಿ ಪ್ರಯಾಣಿಕರೊಬ್ಬರ ದರೋಡೆ ಮಾಡುತ್ತಿದ್ದ ಇಂಜಿನಿಯರಿಂಗ್ ವಿದ್ಯಾರ್ಥಿಗಳನ್ನು ಪೊಲೀಸರು ಬಂಧಿಸಿದ್ದಾರೆ. ಬೆಂಗಳೂರಿನ ಬಿಎಂಎಸ್ ಇಂಜಿನಿಯರಿಂಗ್ ಕಾಲೇಜಿನ ವಿದ್ಯಾರ್ಥಿಗಳಾದ ಕಿರಣ್ (22), ಕುಶಾಲ್ ಬಾಬು (21), ಗೌತಮ್ (22) ಎಂಬುವರೇ ಬಂಧಿತ ಆರೋಪಿಗಳಾಗಿದ್ದಾರೆ. ಬಂಧಿತರಿಂದ ಕಾರು ಹಾಗೂ ನಗದು ವಶಕ್ಕೆ ಪಡೆಯಲಾಗಿದೆ. ಮಂಡ್ಯ ಗ್ರಾಮಾಂತರ ಠಾಣೆ ಪೊಲೀಸರು ಪ್ರಕರಣ ದಾಖಲಿಸಿಕೊಂಡಿದ್ದಾರೆ. bbox=[40, 797, 272, 893]
lead-box-protest bbox=[930, 444, 1104, 618]
protest-crowd bbox=[476, 730, 822, 900]
lead-bullet-1-text: ಜಮೀನಿನಲ್ಲಿ ಬೆಳೆದಿದ್ದ ಬೆಳೆಯನ್ನು ಸೇಡಿನ ಹಿನ್ನೆಲೆಯಲ್ಲಿ ರಾತ್ರೋ ರಾತ್ರಿ ನಾಶ bbox=[812, 451, 917, 491]
section-divider-bars bbox=[40, 1586, 1300, 1592]
pinkathon-photo bbox=[40, 1283, 272, 1391]
brief-item-3 bbox=[40, 748, 272, 1348]
brand-block bbox=[988, 4, 1298, 68]
brief-item-2 bbox=[40, 440, 272, 760]
guard-body-3: ಆರೋಪಿಗಳನ್ನು ನ್ಯಾಯಾಲಯಕ್ಕೆ ಹಾಜರುಪಡಿಸಲಾಗಿದ್ದು, ನ್ಯಾಯಾಂಗ ಬಂಧನಕ್ಕೆ ಒಪ್ಪಿಸಲಾಗಿದೆ. ಪ್ರಕರಣ ಭೇದಿಸಿದ ಪೊಲೀಸ್ ತಂಡಕ್ಕೆ ಜಿಲ್ಲಾ ಪೊಲೀಸ್ ವರಿಷ್ಠಾಧಿಕಾರಿ ಶ್ರೀನಿವಾಸ್ ಗೌಡ ಪ್ರಶಂಸೆ ವ್ಯಕ್ತಪಡಿಸಿ ಬಹುಮಾನ ಘೋಷಿಸಿದ್ದಾರೆ. bbox=[744, 1299, 940, 1367]
brief-3-headline: ಡ್ರಾಪ್ ನೆಪದಲ್ಲಿ ದರೋಡೆ: ವಿದ್ಯಾರ್ಥಿಗಳ ಬಂಧನ bbox=[83, 748, 229, 789]
protest-body-col2 bbox=[476, 908, 644, 1222]
taekwondo-body-col2 bbox=[884, 1880, 1084, 1984]
registration-marks bbox=[0, 1994, 1339, 2006]
left-column-rule bbox=[278, 86, 279, 1556]
protest-story bbox=[288, 642, 828, 1228]
